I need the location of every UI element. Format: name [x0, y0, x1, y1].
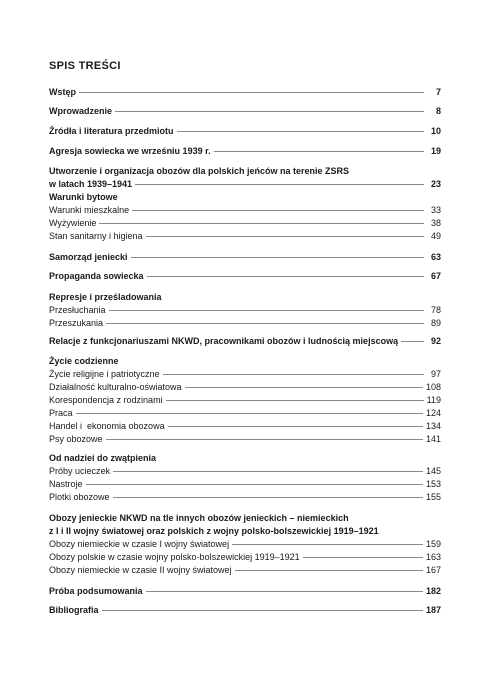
leader-line	[76, 413, 423, 414]
toc-entry-page: 8	[435, 106, 441, 116]
leader-line	[177, 131, 424, 132]
leader-line	[235, 570, 423, 571]
toc-entry-page: 78	[430, 305, 441, 315]
toc-entry	[49, 335, 441, 348]
toc-entry-page: 23	[430, 179, 441, 189]
leader-line	[146, 591, 423, 592]
leader-line	[102, 610, 423, 611]
toc-entry	[49, 355, 441, 446]
leader-line	[113, 471, 423, 472]
toc-entry	[49, 86, 441, 99]
leader-line	[214, 151, 424, 152]
toc-entry-page: 7	[435, 87, 441, 97]
toc-entry	[49, 512, 441, 577]
toc-entry	[49, 105, 441, 118]
leader-line	[163, 374, 424, 375]
toc-entry-page: 134	[425, 421, 441, 431]
toc-subentry-title: Psy obozowe	[49, 434, 103, 444]
section-heading: Represje i prześladowania	[49, 292, 162, 302]
toc-entry-title: Samorząd jeniecki	[49, 252, 128, 262]
toc-entry-page: 187	[425, 605, 441, 615]
leader-line	[131, 257, 424, 258]
toc-entry-page: 63	[430, 252, 441, 262]
leader-line	[132, 210, 424, 211]
toc-entry-page: 33	[430, 205, 441, 215]
section-heading-line1: Obozy jenieckie NKWD na tle innych obozów jenieckich – niemieckich	[49, 513, 349, 523]
leader-line	[79, 92, 424, 93]
toc-entry-title: Propaganda sowiecka	[49, 271, 144, 281]
toc-entry	[49, 165, 441, 243]
toc-entry-title: Próba podsumowania	[49, 586, 143, 596]
toc-subentry-title: Praca	[49, 408, 73, 418]
leader-line	[166, 400, 424, 401]
section-heading: Warunki bytowe	[49, 192, 118, 202]
leader-line	[146, 236, 424, 237]
leader-line	[168, 426, 423, 427]
leader-line	[86, 484, 423, 485]
toc-subentry-title: Stan sanitarny i higiena	[49, 231, 143, 241]
toc-subentry-title: Działalność kulturalno-oświatowa	[49, 382, 182, 392]
toc-entry-title: Wstęp	[49, 87, 76, 97]
toc-subentry-title: Obozy polskie w czasie wojny polsko-bolszewickiej 1919–1921	[49, 552, 300, 562]
toc-entry-page: 67	[430, 271, 441, 281]
leader-line	[113, 497, 423, 498]
toc-entry-page: 141	[425, 434, 441, 444]
toc-entry	[49, 291, 441, 330]
toc-subentry-title: Wyżywienie	[49, 218, 97, 228]
toc-subentry-title: Nastroje	[49, 479, 83, 489]
leader-line	[106, 323, 424, 324]
leader-line	[109, 310, 424, 311]
toc-entry-page: 145	[425, 466, 441, 476]
toc-entry-page: 89	[430, 318, 441, 328]
leader-line	[106, 439, 423, 440]
section-heading-line2: z I i II wojny światowej oraz polskich z wojny polsko-bolszewickiej 1919–1921	[49, 526, 379, 536]
toc-entry	[49, 604, 441, 617]
leader-line	[232, 544, 423, 545]
toc-entry-page: 153	[425, 479, 441, 489]
toc-entry-title: Źródła i literatura przedmiotu	[49, 126, 174, 136]
toc-subentry-title: Obozy niemieckie w czasie I wojny światowej	[49, 539, 230, 549]
toc-subentry-title: Handel i ekonomia obozowa	[49, 421, 165, 431]
leader-line	[147, 276, 424, 277]
leader-line	[401, 341, 424, 342]
toc-subentry-title: Przesłuchania	[49, 305, 106, 315]
toc-entry-page: 159	[425, 539, 441, 549]
toc-entry-title: Agresja sowiecka we wrześniu 1939 r.	[49, 146, 211, 156]
toc-entry	[49, 145, 441, 158]
toc-entry-title-line1: Utworzenie i organizacja obozów dla polskich jeńców na terenie ZSRS	[49, 166, 350, 176]
section-heading: Życie codzienne	[49, 356, 119, 366]
toc-entry	[49, 452, 441, 504]
toc-entry-page: 92	[430, 336, 441, 346]
leader-line	[185, 387, 423, 388]
toc-subentry-title: Korespondencja z rodzinami	[49, 395, 163, 405]
toc-entry-title: Relacje z funkcjonariuszami NKWD, pracownikami obozów i ludnością miejscową	[49, 336, 399, 346]
toc-entry-page: 10	[430, 126, 441, 136]
toc-subentry-title: Obozy niemieckie w czasie II wojny światowej	[49, 565, 232, 575]
toc-entry-title: Wprowadzenie	[49, 106, 113, 116]
toc-subentry-title: Warunki mieszkalne	[49, 205, 130, 215]
toc-entry-page: 163	[425, 552, 441, 562]
toc-entry-page: 119	[426, 395, 441, 405]
toc-entry	[49, 270, 441, 283]
toc-entry-page: 108	[425, 382, 441, 392]
toc-entry-page: 155	[425, 492, 441, 502]
leader-line	[135, 184, 424, 185]
leader-line	[115, 111, 424, 112]
toc-entry-title: Bibliografia	[49, 605, 99, 615]
page-title: SPIS TREŚCI	[49, 60, 121, 72]
toc-subentry-title: Próby ucieczek	[49, 466, 111, 476]
toc-entry	[49, 251, 441, 264]
toc-entry-page: 38	[430, 218, 441, 228]
leader-line	[99, 223, 424, 224]
toc-subentry-title: Przeszukania	[49, 318, 104, 328]
toc-entry-page: 49	[430, 231, 441, 241]
toc-entry-page: 19	[430, 146, 441, 156]
toc-entry-page: 97	[430, 369, 441, 379]
section-heading: Od nadziei do zwątpienia	[49, 453, 157, 463]
toc-subentry-title: Życie religijne i patriotyczne	[49, 369, 160, 379]
toc-entry	[49, 125, 441, 138]
leader-line	[303, 557, 423, 558]
toc-entry-page: 167	[425, 565, 441, 575]
toc-entry	[49, 585, 441, 598]
toc-entry-page: 124	[425, 408, 441, 418]
toc-subentry-title: Plotki obozowe	[49, 492, 110, 502]
toc-entry-title-line2: w latach 1939–1941	[49, 179, 133, 189]
toc-entry-page: 182	[425, 586, 441, 596]
